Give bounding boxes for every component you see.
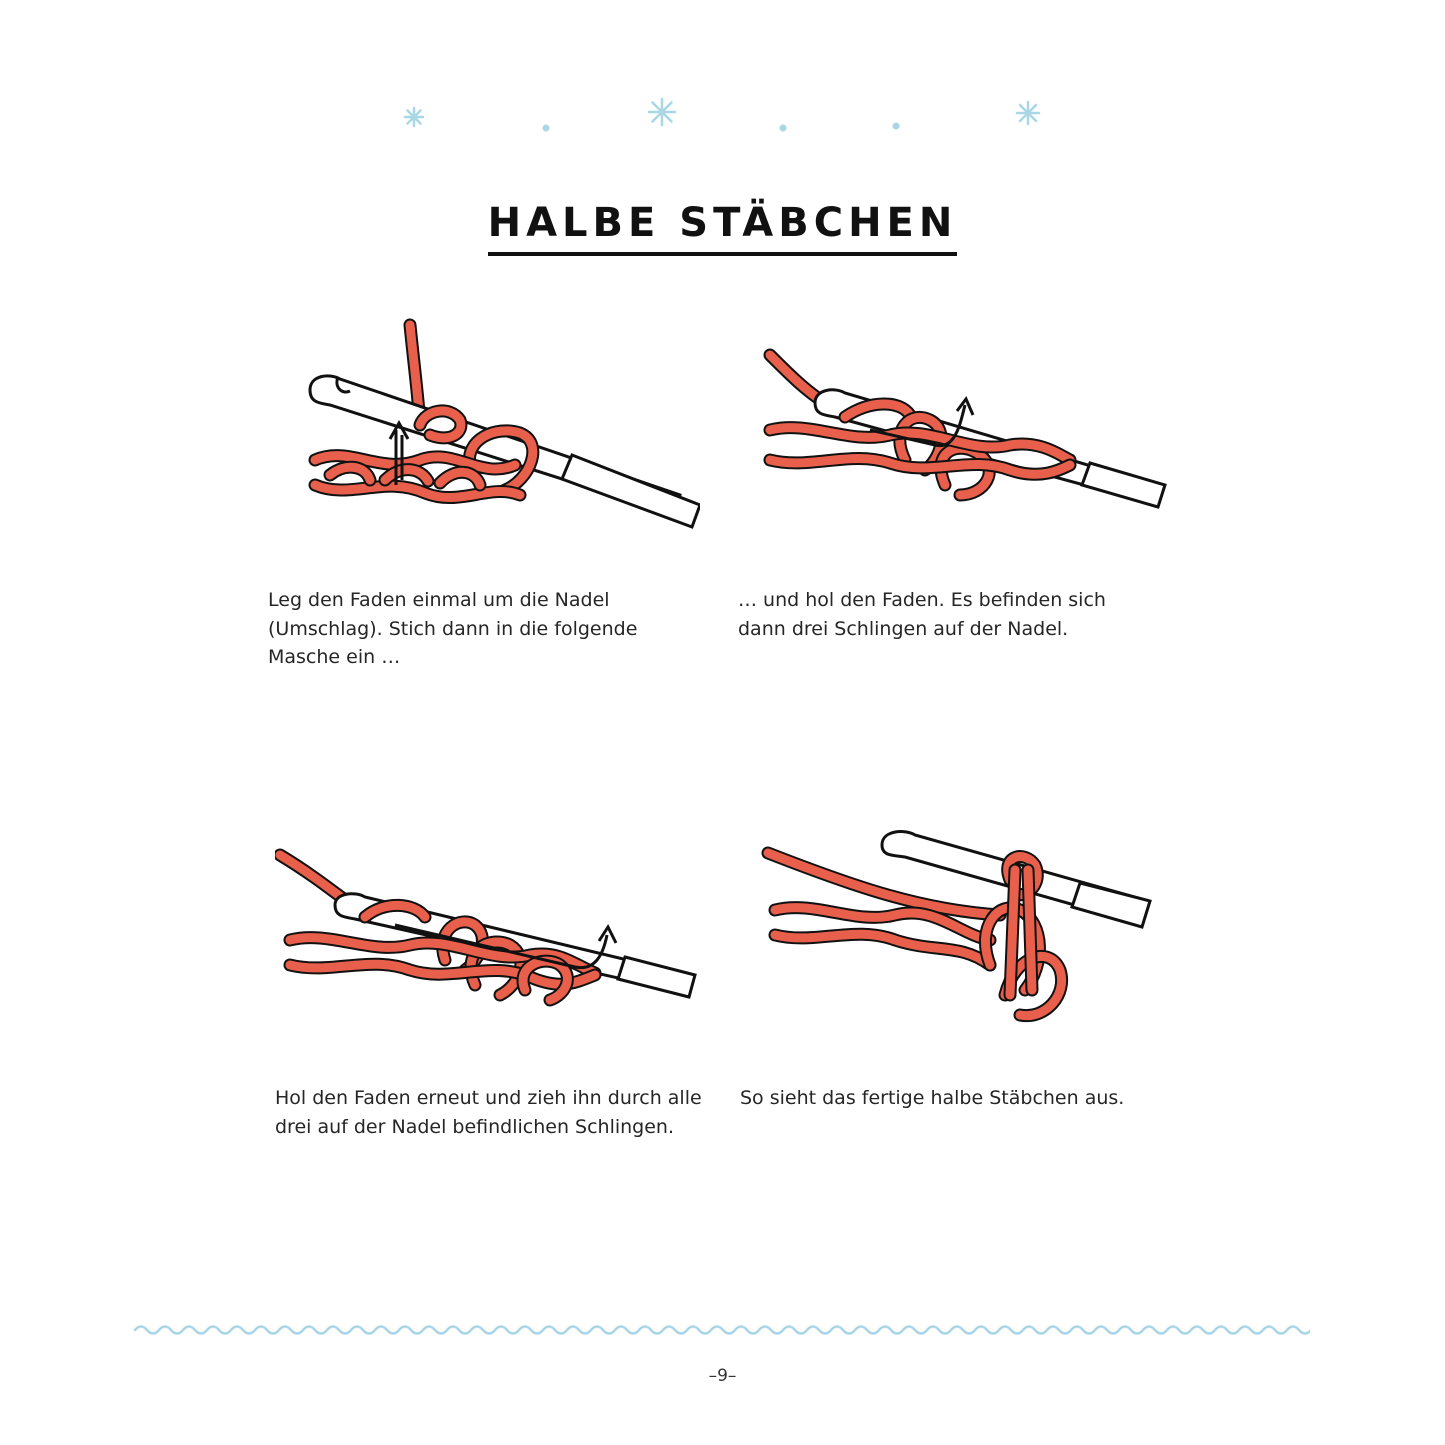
dot-icon bbox=[543, 125, 550, 132]
top-decoration bbox=[0, 0, 1445, 160]
dot-icon bbox=[893, 123, 900, 130]
snowflake-icon bbox=[649, 99, 675, 125]
snowflake-icon bbox=[405, 108, 423, 126]
dot-icon bbox=[780, 125, 787, 132]
step-2-illustration bbox=[760, 345, 1170, 525]
step-1-caption: Leg den Faden einmal um die Nadel (Umschlag). Stich dann in die folgende Masche ein … bbox=[268, 589, 638, 668]
step-3-illustration bbox=[275, 845, 705, 1045]
step-4-illustration bbox=[760, 825, 1155, 1040]
step-3-caption: Hol den Faden erneut und zieh ihn durch alle drei auf der Nadel befindlichen Schlingen. bbox=[275, 1087, 702, 1138]
step-2-caption: … und hol den Faden. Es befinden sich dann drei Schlingen auf der Nadel. bbox=[738, 589, 1106, 640]
page-number: –9– bbox=[708, 1366, 737, 1386]
snowflake-icon bbox=[1017, 102, 1039, 124]
page-title-wrapper bbox=[0, 200, 1445, 256]
step-4-caption: So sieht das fertige halbe Stäbchen aus. bbox=[740, 1087, 1125, 1109]
page-title: HALBE STÄBCHEN bbox=[488, 200, 958, 256]
wave-divider bbox=[130, 1318, 1310, 1342]
step-1-illustration bbox=[290, 315, 700, 540]
